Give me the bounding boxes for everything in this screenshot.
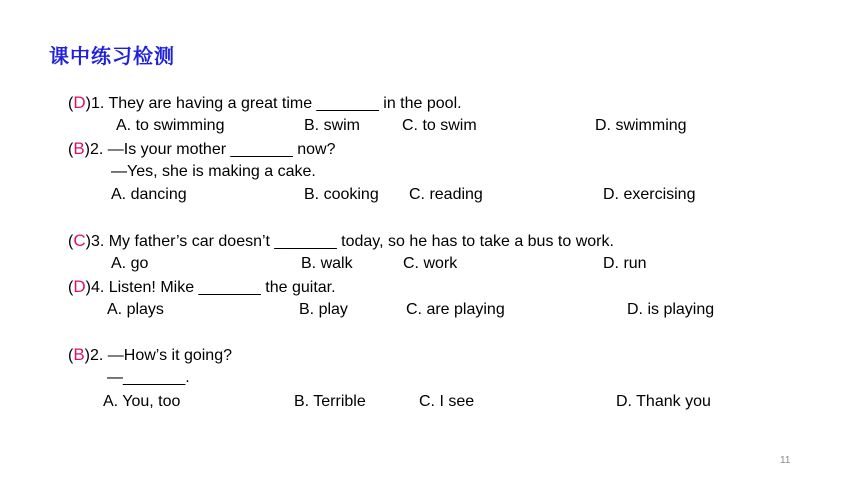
- question-4-option-d: D. is playing: [627, 301, 715, 318]
- question-4-option-b: B. play: [299, 301, 348, 318]
- page-title: 课中练习检测: [49, 44, 175, 68]
- question-1-answer: D: [73, 93, 86, 112]
- question-2-response: —Yes, she is making a cake.: [111, 163, 316, 180]
- open-paren: (: [68, 95, 74, 112]
- open-paren: (: [68, 279, 74, 296]
- question-5-option-c: C. I see: [419, 393, 475, 410]
- question-4-answer: D: [73, 277, 86, 296]
- question-5-option-b: B. Terrible: [294, 393, 366, 410]
- question-1-option-a: A. to swimming: [116, 117, 225, 134]
- question-5-text: )2. —How’s it going?: [84, 347, 232, 364]
- question-1-option-c: C. to swim: [402, 117, 477, 134]
- question-4-option-c: C. are playing: [406, 301, 505, 318]
- question-3-option-d: D. run: [603, 255, 647, 272]
- question-3-option-b: B. walk: [301, 255, 353, 272]
- page-number: 11: [780, 455, 791, 466]
- question-4-option-a: A. plays: [107, 301, 164, 318]
- question-1-option-b: B. swim: [304, 117, 360, 134]
- question-4-text: )4. Listen! Mike _______ the guitar.: [85, 279, 336, 296]
- question-5-option-a: A. You, too: [103, 393, 181, 410]
- question-1-stem: [68, 93, 462, 114]
- question-3-option-c: C. work: [403, 255, 458, 272]
- question-2-stem: [68, 139, 335, 160]
- question-2-answer: B: [73, 139, 85, 158]
- question-1-option-d: D. swimming: [595, 117, 687, 134]
- question-2-option-c: C. reading: [409, 186, 483, 203]
- question-2-option-b: B. cooking: [304, 186, 379, 203]
- question-3-stem: [68, 231, 614, 252]
- question-1-text: )1. They are having a great time _______ in the pool.: [85, 95, 462, 112]
- question-5-stem: [68, 345, 232, 366]
- question-2-option-a: A. dancing: [111, 186, 187, 203]
- question-3-text: )3. My father’s car doesn’t _______ today, so he has to take a bus to work.: [85, 233, 614, 250]
- question-2-option-d: D. exercising: [603, 186, 696, 203]
- question-5-answer: B: [73, 345, 85, 364]
- question-5-response: —_______.: [107, 369, 190, 386]
- open-paren: (: [68, 141, 74, 158]
- question-4-stem: [68, 277, 336, 298]
- open-paren: (: [68, 233, 74, 250]
- question-3-answer: C: [73, 231, 86, 250]
- question-5-option-d: D. Thank you: [616, 393, 711, 410]
- question-2-text: )2. —Is your mother _______ now?: [84, 141, 336, 158]
- open-paren: (: [68, 347, 74, 364]
- question-3-option-a: A. go: [111, 255, 149, 272]
